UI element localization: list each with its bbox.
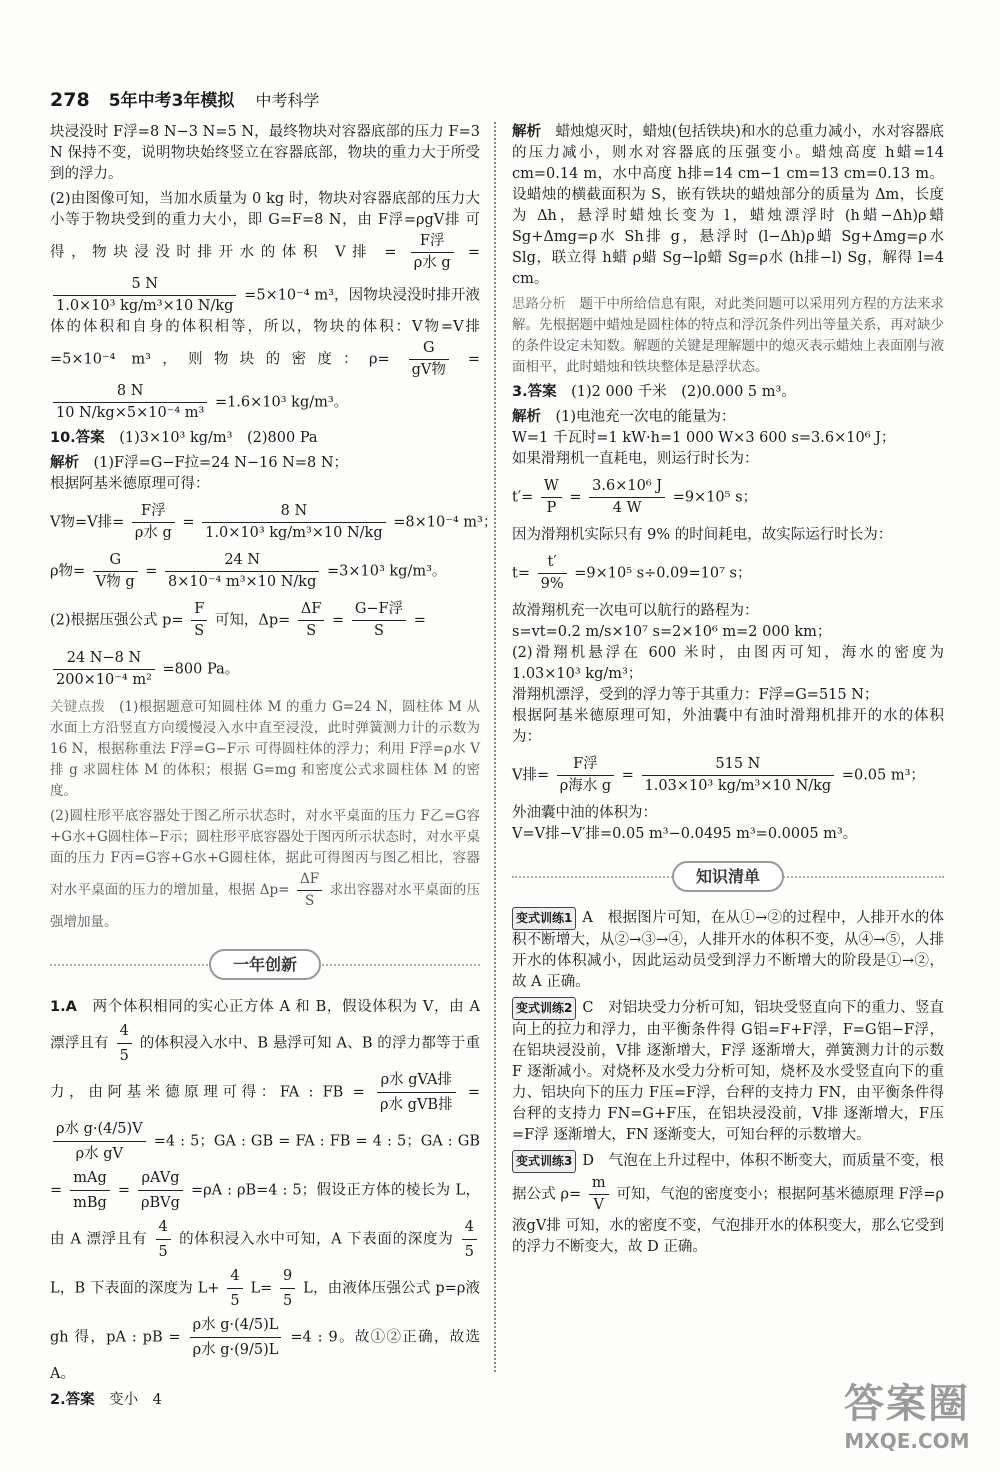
variant-tag: 变式训练2 xyxy=(512,997,576,1020)
formula: (2)根据压强公式 p= $\frac{F}{S}$ 可知，Δp= $\frac{\Delta F}{S}$ = $\frac{\text{G−F浮}}{S}$ = xyxy=(50,601,426,639)
paragraph: 外油囊中油的体积为： V=V排−V′排=0.05 m³−0.0495 m³=0.0005 m³。 xyxy=(512,805,858,842)
formula: t′= $\frac{W}{P}$ = $\frac{\text{3.6×10⁶ J}}{4 W}$ =9×10⁵ s； xyxy=(512,478,758,516)
page-header xyxy=(50,86,320,111)
variant-tag: 变式训练3 xyxy=(512,1150,576,1173)
right-column xyxy=(512,122,944,1262)
formula: $\frac{24 N-8 N}{\text{200×10⁻⁴ m²}}$ =800 Pa。 xyxy=(50,648,480,691)
q3-answer: 3.答案 (1)2 000 千米 (2)0.000 5 m³。 xyxy=(512,384,796,400)
section-banner xyxy=(512,859,944,895)
key-tip-2: (2)圆柱形平底容器处于图乙所示状态时，对水平桌面的压力 F乙=G容+G水+G圆柱体−F示；圆柱形平底容器处于图丙所示状态时，对水平桌面的压力 F丙=G容+G水+G圆柱体，据此可得图丙与图乙相比，容器对水平桌面的压力的增加量，根据 Δp= $\frac{\Delta F}{S}$ 求出容器对水平桌面的压强增加量。 xyxy=(50,808,480,930)
column-divider xyxy=(494,122,496,1372)
paragraph: (2)由图像可知，当加水质量为 0 kg 时，物块对容器底部的压力大小等于物块受到的重力大小，即 G=F=8 N，由 F浮=ρgV排 可得，物块浸没时排开水的体积 V排 = $\frac{\text{F浮}}{\text{ρ水 g}}$ = $\frac{5 N}{\text{1.0×10³ kg/m³×10 N/kg}}$ =5×10⁻⁴ m³，因物块浸没时排开液体的体积和自身的体积相等，所以，物块的体积：V物=V排=5×10⁻⁴ m³，则物块的密度：ρ= $\frac{G}{\text{gV物}}$ = $\frac{8 N}{\text{10 N/kg×5×10⁻⁴ m³}}$ =1.6×10³ kg/m³。 xyxy=(50,189,480,424)
fraction: $\frac{\text{F浮}}{\text{ρ水 g}}$ xyxy=(411,231,454,274)
q3-analysis: 解析 (1)电池充一次电的能量为： W=1 千瓦时=1 kW·h=1 000 W×3 600 s=3.6×10⁶ J； 如果滑翔机一直耗电，则运行时长为： xyxy=(512,409,896,467)
paragraph: 解析 蜡烛熄灭时，蜡烛(包括铁块)和水的总重力减小，水对容器底的压力减小，则水对容器底的压强变小。蜡烛高度 h蜡=14 cm=0.14 m，水中高度 h排=14 cm−1 cm=13 cm=0.13 m。设蜡烛的横截面积为 S，嵌有铁块的蜡烛部分的质量为 Δm，长度为 Δh，悬浮时蜡烛长变为 l，蜡烛漂浮时 (h蜡−Δh)ρ蜡 Sg+Δmg=ρ水 Sh排 g，悬浮时 (l−Δh)ρ蜡 Sg+Δmg=ρ水 Slg，联立得 h蜡 ρ蜡 Sg−lρ蜡 Sg=ρ水 (h排−l) Sg，解得 l=4 cm。 xyxy=(512,124,945,287)
subject-label: 中考科学 xyxy=(255,91,320,110)
key-tip: 关键点拨 (1)根据题意可知圆柱体 M 的重力 G=24 N，圆柱体 M 从水面上方沿竖直方向缓慢浸入水中直至浸没，此时弹簧测力计的示数为 16 N，根据称重法 F浮=G−F示 可得圆柱体的浮力；利用 F浮=ρ水 V排 g 求圆柱体 M 的体积；根据 G=mg 和密度公式求圆柱体 M 的密度。 xyxy=(50,699,480,799)
q2-answer: 2.答案 变小 4 xyxy=(50,1392,162,1408)
paragraph: 故滑翔机充一次电可以航行的路程为： s=vt=0.2 m/s×10⁷ s=2×10⁶ m=2 000 km； (2)滑翔机悬浮在 600 米时，由图丙可知，海水的密度为 1.03×10³ kg/m³； 滑翔机漂浮，受到的浮力等于其重力：F浮=G=515 N； 根据阿基米德原理可知，外油囊中有油时滑翔机排开的水的体积为： xyxy=(512,603,944,745)
variant-3: 变式训练3 D 气泡在上升过程中，体积不断变大，而质量不变，根据公式 ρ= $\frac{m}{V}$ 可知，气泡的密度变小；根据阿基米德原理 F浮=ρ液gV排 可知，水的密度不变，气泡排开水的体积变大，那么它受到的浮力不断变大，故 D 正确。 xyxy=(512,1150,944,1258)
watermark-url: MXQE.COM xyxy=(844,1429,970,1453)
left-column xyxy=(50,122,498,1415)
paragraph: 块浸没时 F浮=8 N−3 N=5 N，最终物块对容器底部的压力 F=3 N 保持不变，说明物块始终竖立在容器底部，物块的重力大于所受到的浮力。 xyxy=(50,124,480,182)
formula: ρ物= $\frac{G}{\text{V物 g}}$ = $\frac{24 N}{\text{8×10⁻⁴ m³×10 N/kg}}$ =3×10³ kg/m³。 xyxy=(50,552,447,590)
q10-answer: 10.答案 (1)3×10³ kg/m³ (2)800 Pa xyxy=(50,430,318,446)
book-title: 5年中考3年模拟 xyxy=(108,91,235,111)
q10-analysis: 解析 (1)F浮=G−F拉=24 N−16 N=8 N； 根据阿基米德原理可得： xyxy=(50,455,349,492)
page-number: 278 xyxy=(50,89,90,111)
fraction: $\frac{8 N}{\text{10 N/kg×5×10⁻⁴ m³}}$ xyxy=(53,381,207,424)
formula: t= $\frac{t'}{9\%}$ =9×10⁵ s÷0.09=10⁷ s； xyxy=(512,554,752,592)
variant-1: 变式训练1 A 根据图片可知，在从①→②的过程中，人排开水的体积不断增大，从②→③→④，人排开水的体积不变，从④→⑤，人排开水的体积减小，因此运动员受到浮力不断增大的阶段是①→②，故 A 正确。 xyxy=(512,907,944,993)
watermark-logo xyxy=(844,1372,970,1453)
fraction: $\frac{G}{\text{gV物}}$ xyxy=(409,338,449,381)
paragraph: 因为滑翔机实际只有 9% 的时间耗电，故实际运行时长为： xyxy=(512,527,893,543)
section-title: 知识清单 xyxy=(672,861,784,892)
section-title: 一年创新 xyxy=(209,949,321,980)
formula: V排= $\frac{\text{F浮}}{\text{ρ海水 g}}$ = $\frac{515 N}{\text{1.03×10³ kg/m³×10 N/kg}}$ =0.05 m³； xyxy=(512,756,925,794)
variant-2: 变式训练2 C 对铝块受力分析可知，铝块受竖直向下的重力、竖直向上的拉力和浮力，由平衡条件得 G铝=F+F浮，F=G铝−F浮，在铝块浸没前，V排 逐渐增大，F浮 逐渐增大，弹簧测力计的示数 F 逐渐减小。对烧杯及水受力分析可知，烧杯及水受竖直向下的重力、铝块向下的压力 F压=F浮，台秤的支持力 FN，由平衡条件得台秤的支持力 FN=G+F压，在铝块浸没前，V排 逐渐增大，F压=F浮 逐渐增大，FN 逐渐变大，可知台秤的示数增大。 xyxy=(512,997,944,1146)
formula: V物=V排= $\frac{\text{F浮}}{\text{ρ水 g}}$ = $\frac{8 N}{\text{1.0×10³ kg/m³×10 N/kg}}$ =8×10⁻⁴ m³； xyxy=(50,503,498,541)
watermark-text: 答案圈 xyxy=(844,1381,970,1427)
q1-solution: 1.A 两个体积相同的实心正方体 A 和 B，假设体积为 V，由 A 漂浮且有 $\frac{4}{5}$ 的体积浸入水中、B 悬浮可知 A、B 的浮力都等于重力，由阿基米德原理可得：FA : FB = $\frac{\text{ρ水 gVA排}}{\text{ρ水 gVB排}}$ = $\frac{\text{ρ水 g·(4/5)V}}{\text{ρ水 gV}}$ =4 : 5；GA : GB = FA : FB = 4 : 5；GA : GB = $\frac{\text{mAg}}{\text{mBg}}$ = $\frac{\text{ρAVg}}{\text{ρBVg}}$ =ρA : ρB=4 : 5；假设正方体的棱长为 L，由 A 漂浮且有 $\frac{4}{5}$ 的体积浸入水中可知，A 下表面的深度为 $\frac{4}{5}$ L，B 下表面的深度为 L+ $\frac{4}{5}$ L= $\frac{9}{5}$ L，由液体压强公式 p=ρ液gh 得，pA : pB = $\frac{\text{ρ水 g·(4/5)L}}{\text{ρ水 g·(9/5)L}}$ =4 : 9。故①②正确，故选 A。 xyxy=(50,999,481,1382)
idea-analysis: 思路分析 题干中所给信息有限，对此类问题可以采用列方程的方法来求解。先根据题中蜡烛是圆柱体的特点和浮沉条件列出等量关系，再对缺少的条件设定未知数。解题的关键是理解题中的熄灭表示蜡烛上表面刚与液面相平，此时蜡烛和铁块整体是悬浮状态。 xyxy=(512,296,944,375)
section-banner xyxy=(50,947,480,983)
variant-tag: 变式训练1 xyxy=(512,907,576,930)
fraction: $\frac{5 N}{\text{1.0×10³ kg/m³×10 N/kg}}$ xyxy=(53,274,236,317)
